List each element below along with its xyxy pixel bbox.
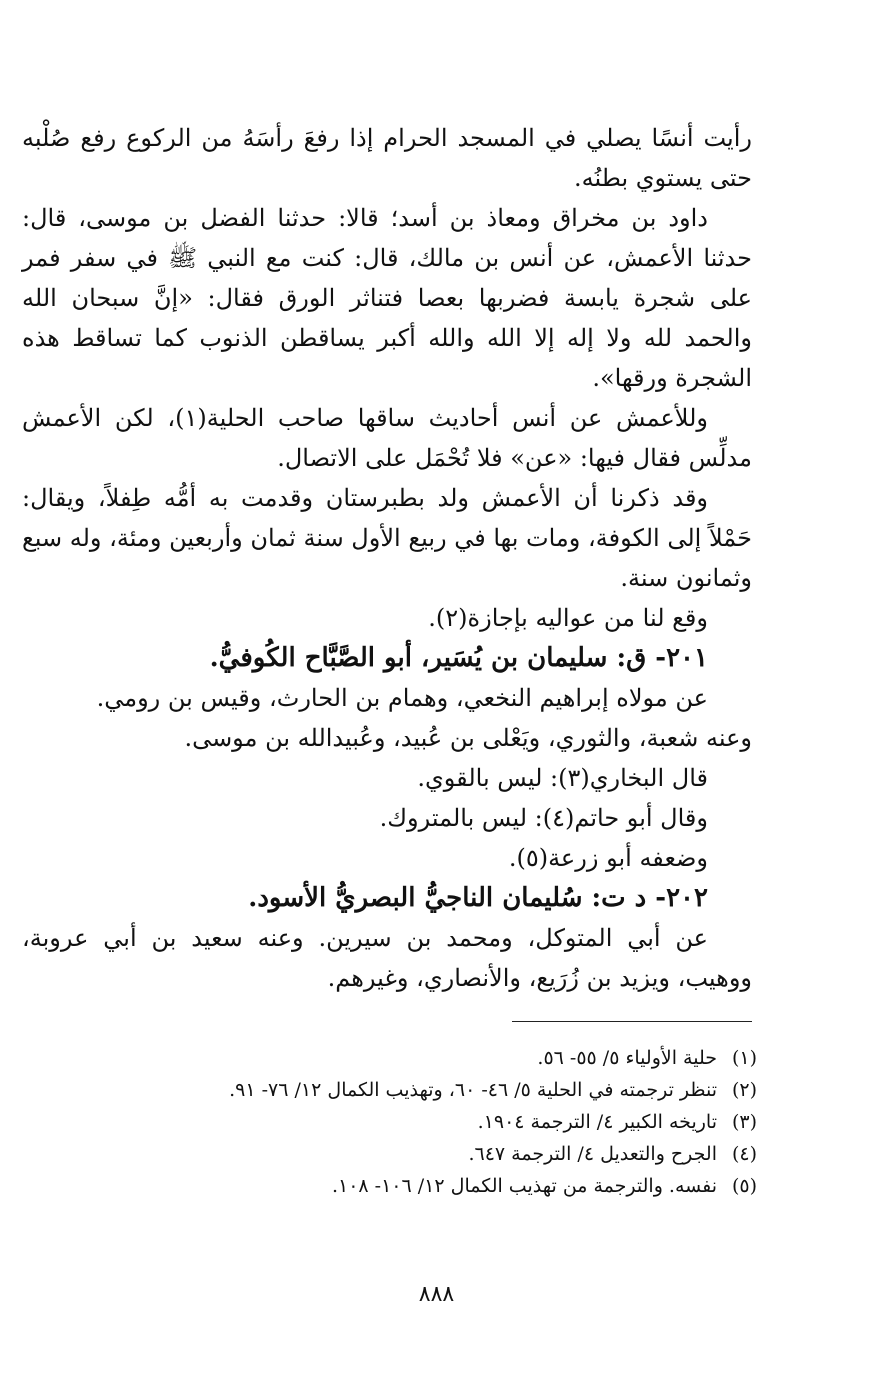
entry-202-heading: ٢٠٢- د ت: سُليمان الناجيُّ البصريُّ الأسود. <box>248 883 708 913</box>
footnote-divider <box>512 1021 752 1022</box>
footnote-4 <box>22 1138 757 1170</box>
paragraph-4: وقد ذكرنا أن الأعمش ولد بطبرستان وقدمت به أمُّه طِفلاً، ويقال: حَمْلاً إلى الكوفة، ومات بها في ربيع الأول سنة ثمان وأربعين ومئة، وله سبع وثمانون سنة. <box>22 484 752 592</box>
entry-201-line-4: وقال أبو حاتم(٤): ليس بالمتروك. <box>379 804 708 832</box>
paragraph-3: وللأعمش عن أنس أحاديث ساقها صاحب الحلية(١)، لكن الأعمش مدلِّس فقال فيها: «عن» فلا تُحْمَل على الاتصال. <box>22 404 752 472</box>
entry-201-heading: ٢٠١- ق: سليمان بن يُسَير، أبو الصَّبَّاح الكُوفيُّ. <box>209 643 708 673</box>
footnote-2 <box>22 1074 757 1106</box>
footnote-5 <box>22 1170 757 1202</box>
paragraph-2: داود بن مخراق ومعاذ بن أسد؛ قالا: حدثنا الفضل بن موسى، قال: حدثنا الأعمش، عن أنس بن مالك، قال: كنت مع النبي ﷺ في سفر فمر على شجرة يابسة فضربها بعصا فتناثر الورق فقال: «إنَّ سبحان الله والحمد لله ولا إله إلا الله والله أكبر يساقطن الذنوب كما تساقط هذه الشجرة ورقها». <box>22 204 752 392</box>
entry-202-line-1: عن أبي المتوكل، ومحمد بن سيرين. وعنه سعيد بن أبي عروبة، ووهيب، ويزيد بن زُرَيع، والأنصاري، وغيرهم. <box>22 924 752 992</box>
page-number: ٨٨٨ <box>418 1282 455 1307</box>
paragraph-5: وقع لنا من عواليه بإجازة(٢). <box>428 604 708 632</box>
footnote-3 <box>22 1106 757 1138</box>
footnote-number: (٥) <box>731 1175 757 1197</box>
footnote-number: (٤) <box>731 1143 757 1165</box>
footnote-number: (٣) <box>731 1111 757 1133</box>
entry-201-line-1: عن مولاه إبراهيم النخعي، وهمام بن الحارث، وقيس بن رومي. <box>96 684 708 712</box>
entry-201-line-5: وضعفه أبو زرعة(٥). <box>508 844 708 872</box>
entry-201-line-2: وعنه شعبة، والثوري، ويَعْلى بن عُبيد، وعُبيدالله بن موسى. <box>184 724 752 752</box>
footnote-text: حلية الأولياء ٥/ ٥٥- ٥٦. <box>537 1047 717 1069</box>
footnote-text: تاريخه الكبير ٤/ الترجمة ١٩٠٤. <box>477 1111 717 1133</box>
footnote-number: (١) <box>731 1047 757 1069</box>
footnote-text: الجرح والتعديل ٤/ الترجمة ٦٤٧. <box>468 1143 717 1165</box>
footnote-text: تنظر ترجمته في الحلية ٥/ ٤٦- ٦٠، وتهذيب الكمال ١٢/ ٧٦- ٩١. <box>229 1079 717 1101</box>
paragraph-1: رأيت أنسًا يصلي في المسجد الحرام إذا رفعَ رأسَهُ من الركوع رفع صُلْبه حتى يستوي بطنُه. <box>22 124 752 192</box>
footnote-text: نفسه. والترجمة من تهذيب الكمال ١٢/ ١٠٦- ١٠٨. <box>331 1175 717 1197</box>
entry-201-line-3: قال البخاري(٣): ليس بالقوي. <box>417 764 708 792</box>
footnotes <box>22 1042 757 1202</box>
footnote-number: (٢) <box>731 1079 757 1101</box>
main-text <box>22 118 752 998</box>
footnote-1 <box>22 1042 757 1074</box>
